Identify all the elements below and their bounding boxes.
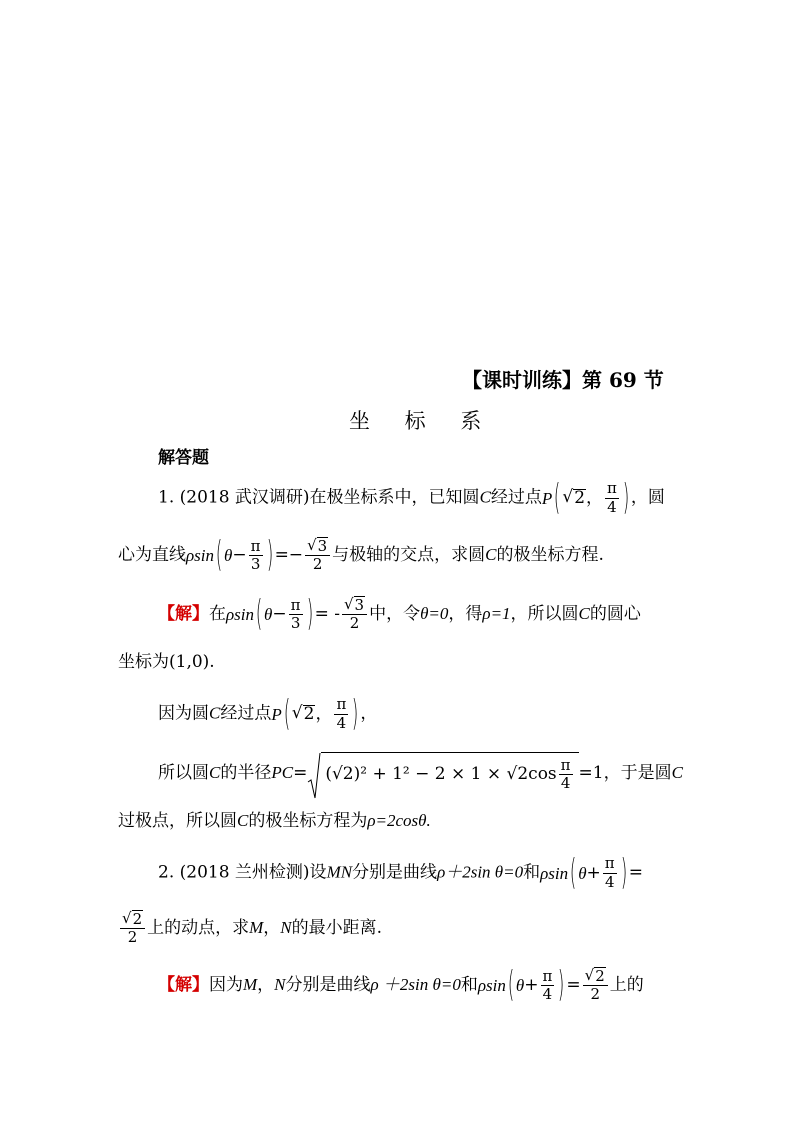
lesson-tag: 【课时训练】第 69 节 (462, 368, 664, 392)
sol1-line1: 【解】在 ρsin ( θ − $\frac{\pi}{3}$ ) = - √ 3 2 中，令θ=0，得ρ=1，所以圆C的圆心 (158, 593, 641, 635)
q2-line2: √ 2 2 上的动点，求M，N的最小距离. (122, 909, 383, 947)
sol1-line2: 坐标为(1,0). (118, 652, 215, 672)
solution-tag: 【解】 (158, 603, 209, 624)
sol1-line4: 所以圆C的半径PC= (√2)² + 1² − 2 × 1 × √2cos $\frac{\pi}{4}$ =1，于是圆C (158, 752, 683, 795)
q2-line1: 2. (2018 兰州检测)设MN分别是曲线ρ＋2sin θ=0和 ρsin ( θ + $\frac{\pi}{4}$ ) = (158, 852, 643, 893)
q1-line1: 1. (2018 武汉调研)在极坐标系中，已知圆C经过点 P ( √ 2 ， $\frac{\pi}{4}$ ) ，圆 (158, 477, 665, 518)
page-title: 坐 标 系 (349, 409, 496, 433)
solution-tag: 【解】 (158, 974, 209, 995)
sol1-line5: 过极点，所以圆C的极坐标方程为ρ=2cosθ. (118, 811, 431, 831)
q1-line2: 心为直线 ρsin ( θ − $\frac{\pi}{3}$ ) =− √ 3 2 与极轴的交点，求圆C的极坐标方程. (118, 534, 604, 576)
radical: (√2)² + 1² − 2 × 1 × √2cos $\frac{\pi}{4}$ (307, 752, 578, 795)
section-heading: 解答题 (158, 448, 209, 468)
sol2-line1: 【解】因为M，N分别是曲线ρ ＋2sin θ=0和 ρsin ( θ + $\frac{\pi}{4}$ ) = √ 2 2 上的 (158, 964, 644, 1006)
sol1-line3: 因为圆C经过点 P ( √ 2 ， $\frac{\pi}{4}$ ) ， (158, 693, 378, 734)
